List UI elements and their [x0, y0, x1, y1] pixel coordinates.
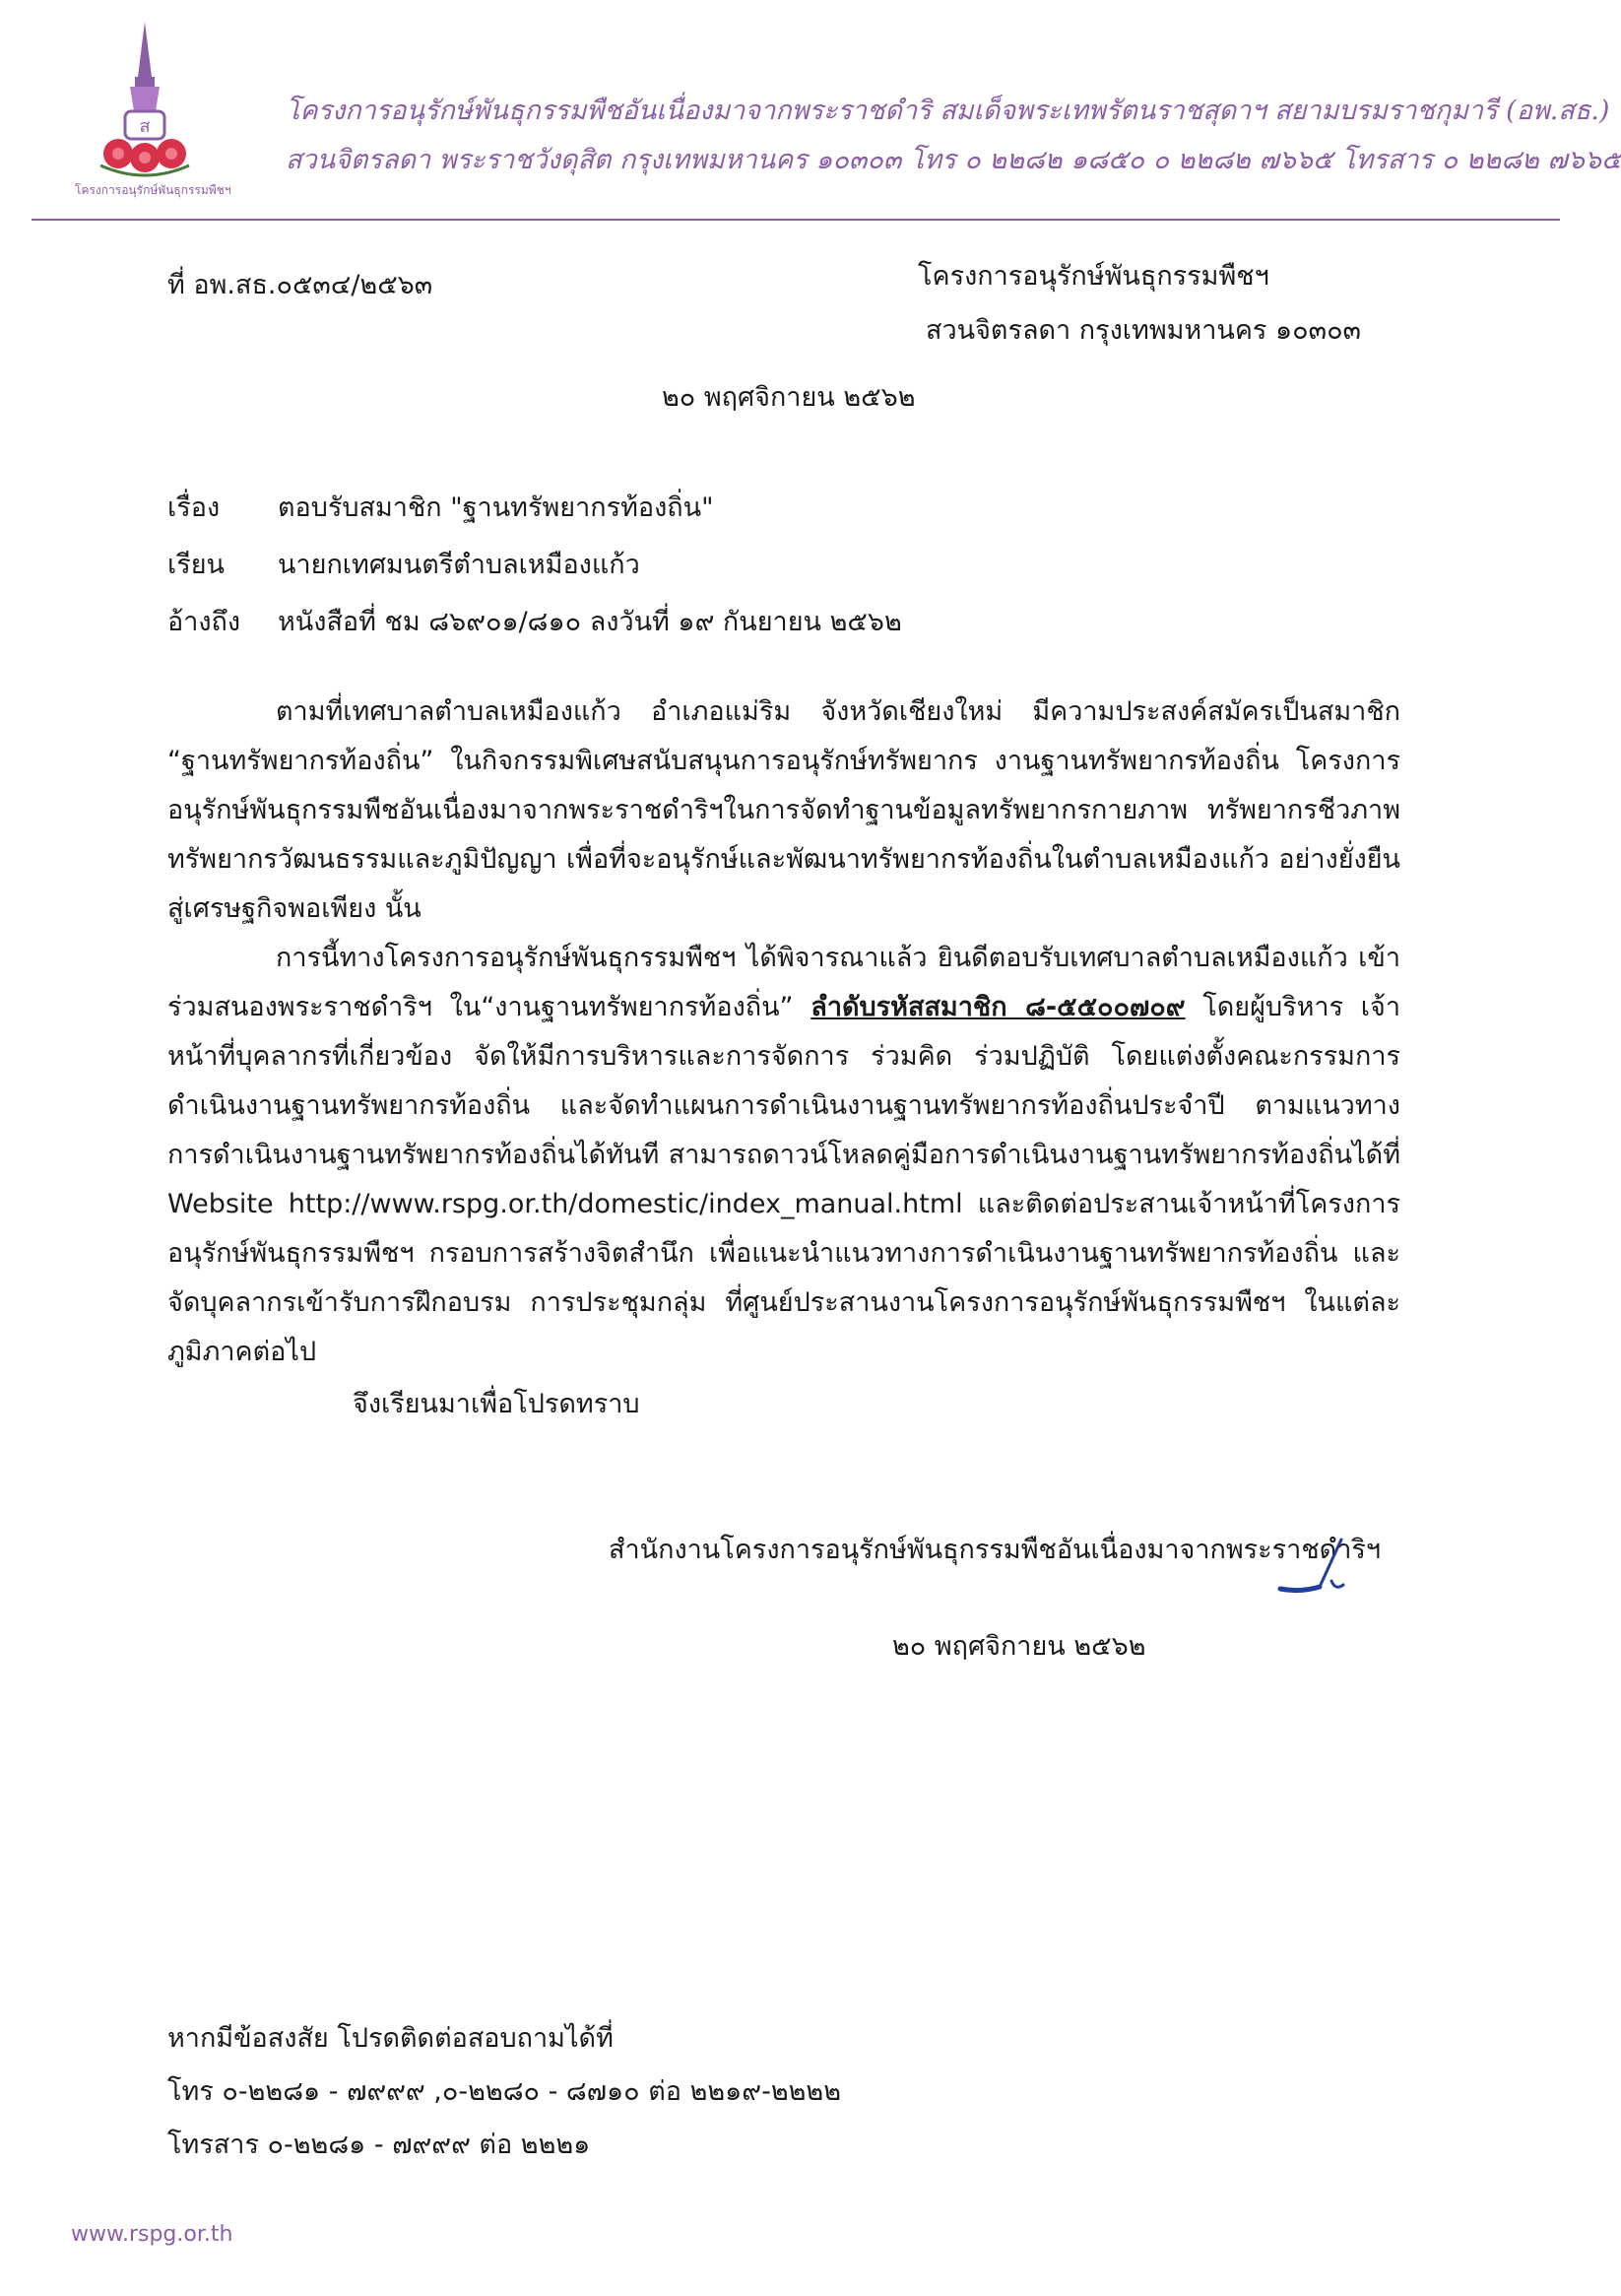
letter-body [167, 688, 1400, 1377]
recipient-value: นายกเทศมนตรีตำบลเหมืองแก้ว [278, 550, 640, 580]
body-paragraph-1: ตามที่เทศบาลตำบลเหมืองแก้ว อำเภอแม่ริม จังหวัดเชียงใหม่ มีความประสงค์สมัครเป็นสมาชิก “ฐานทรัพยากรท้องถิ่น” ในกิจกรรมพิเศษสนับสนุนการอนุรักษ์ทรัพยากร งานฐานทรัพยากรท้องถิ่น โครงการอนุรักษ์พันธุกรรมพืชอันเนื่องมาจากพระราชดำริฯในการจัดทำฐานข้อมูลทรัพยากรกายภาพ ทรัพยากรชีวภาพ ทรัพยากรวัฒนธรรมและภูมิปัญญา เพื่อที่จะอนุรักษ์และพัฒนาทรัพยากรท้องถิ่นในตำบลเหมืองแก้ว อย่างยั่งยืนสู่เศรษฐกิจพอเพียง นั้น [167, 696, 1400, 924]
letter-date: ๒๐ พฤศจิกายน ๒๕๖๒ [662, 382, 916, 413]
letterhead-divider [32, 219, 1560, 221]
reference-number: ที่ อพ.สธ.๐๕๓๔/๒๕๖๓ [167, 270, 433, 300]
subject-label: เรื่อง [167, 492, 221, 523]
signature-date: ๒๐ พฤศจิกายน ๒๕๖๒ [892, 1631, 1146, 1662]
recipient-label: เรียน [167, 550, 226, 580]
reference-label: อ้างถึง [167, 607, 241, 637]
subject-value: ตอบรับสมาชิก "ฐานทรัพยากรท้องถิ่น" [278, 492, 714, 523]
handwritten-signature-icon [1270, 1532, 1359, 1610]
letterhead-line-1: โครงการอนุรักษ์พันธุกรรมพืชอันเนื่องมาจากพระราชดำริ สมเด็จพระเทพรัตนราชสุดาฯ สยามบรมราชกุมารี (อพ.สธ.) [286, 96, 1610, 126]
contact-phone: โทร ๐-๒๒๘๑ - ๗๙๙๙ ,๐-๒๒๘๐ - ๘๗๑๐ ต่อ ๒๒๑๙-๒๒๒๒ [167, 2076, 842, 2107]
body-paragraph-2 [167, 934, 1400, 1377]
closing-line: จึงเรียนมาเพื่อโปรดทราบ [353, 1389, 640, 1419]
letterhead-line-2: สวนจิตรลดา พระราชวังดุสิต กรุงเทพมหานคร ๑๐๓๐๓ โทร ๐ ๒๒๘๒ ๑๘๕๐ ๐ ๒๒๘๒ ๗๖๖๕ โทรสาร ๐ ๒๒๘๒ ๗๖๖๕ [286, 145, 1621, 175]
reference-line [167, 605, 902, 640]
svg-text:ส: ส [139, 116, 151, 137]
rspg-emblem-icon [81, 18, 209, 205]
sender-address-line-2: สวนจิตรลดา กรุงเทพมหานคร ๑๐๓๐๓ [926, 315, 1362, 346]
contact-fax: โทรสาร ๐-๒๒๘๑ - ๗๙๙๙ ต่อ ๒๒๒๑ [167, 2130, 591, 2160]
contact-intro: หากมีข้อสงสัย โปรดติดต่อสอบถามได้ที่ [167, 2023, 614, 2054]
rspg-logo [75, 18, 231, 205]
member-code: ลำดับรหัสสมาชิก ๘-๕๕๐๐๗๐๙ [810, 992, 1186, 1022]
footer-website-link[interactable]: www.rspg.or.th [71, 2222, 233, 2247]
subject-line [167, 491, 714, 526]
paragraph-2-start: การนี้ทางโครงการอนุรักษ์พันธุกรรมพืชฯ ได้พิจารณาแล้ว ยินดีตอบรับเทศบาลตำบลเหมืองแก้ว เข้าร่วมสนองพระราชดำริฯ ใน“งานฐานทรัพยากรท้องถิ่น” [167, 943, 1400, 1022]
recipient-line [167, 548, 640, 583]
signature-office: สำนักงานโครงการอนุรักษ์พันธุกรรมพืชอันเนื่องมาจากพระราชดำริฯ [609, 1535, 1382, 1565]
logo-caption: โครงการอนุรักษ์พันธุกรรมพืชฯ [75, 183, 231, 197]
signature-mark [1270, 1532, 1359, 1610]
sender-address-line-1: โครงการอนุรักษ์พันธุกรรมพืชฯ [918, 261, 1269, 292]
reference-value: หนังสือที่ ชม ๘๖๙๐๑/๘๑๐ ลงวันที่ ๑๙ กันยายน ๒๕๖๒ [278, 607, 902, 637]
paragraph-2-end: โดยผู้บริหาร เจ้าหน้าที่บุคลากรที่เกี่ยวข้อง จัดให้มีการบริหารและการจัดการ ร่วมคิด ร่วมปฏิบัติ โดยแต่งตั้งคณะกรรมการดำเนินงานฐานทรัพยากรท้องถิ่น และจัดทำแผนการดำเนินงานฐานทรัพยากรท้องถิ่นประจำปี ตามแนวทางการดำเนินงานฐานทรัพยากรท้องถิ่นได้ทันที สามารถดาวน์โหลดคู่มือการดำเนินงานฐานทรัพยากรท้องถิ่นได้ที่ Website http://www.rspg.or.th/domestic/index_manual.html และติดต่อประสานเจ้าหน้าที่โครงการอนุรักษ์พันธุกรรมพืชฯ กรอบการสร้างจิตสำนึก เพื่อแนะนำแนวทางการดำเนินงานฐานทรัพยากรท้องถิ่น และจัดบุคลากรเข้ารับการฝึกอบรม การประชุมกลุ่ม ที่ศูนย์ประสานงานโครงการอนุรักษ์พันธุกรรมพืชฯ ในแต่ละภูมิภาคต่อไป [167, 992, 1400, 1367]
